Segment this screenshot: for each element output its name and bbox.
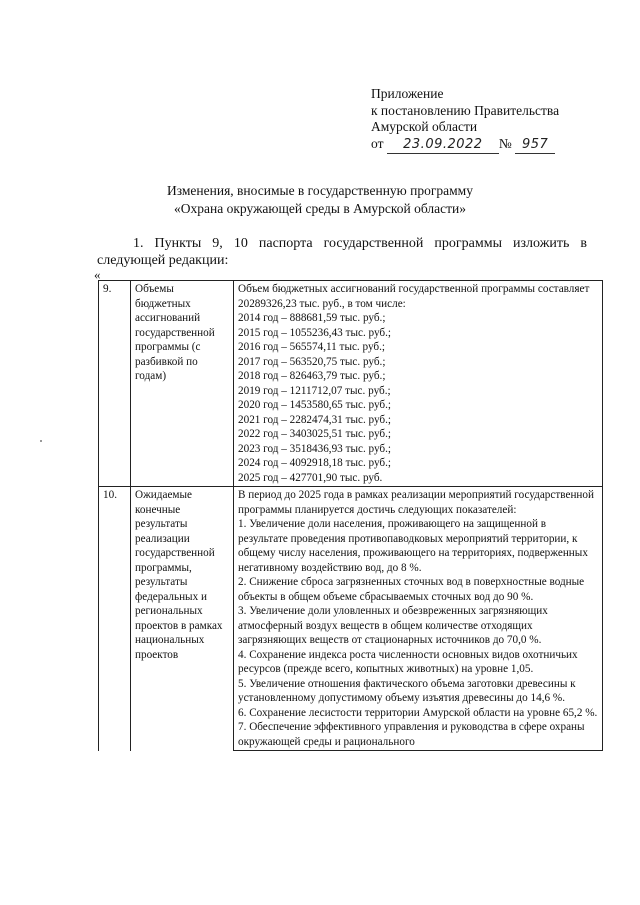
- row-9-content: [234, 281, 603, 487]
- opening-quote: «: [94, 267, 101, 282]
- title-line-1: Изменения, вносимые в государственную программу: [167, 183, 473, 198]
- budget-year: 2023 год – 3518436,93 тыс. руб.;: [238, 442, 392, 455]
- budget-year: 2019 год – 1211712,07 тыс. руб.;: [238, 384, 391, 397]
- budget-year: 2022 год – 3403025,51 тыс. руб.;: [238, 428, 392, 440]
- result-item: 6. Сохранение лесистости территории Амурской области на уровне 65,2 %.: [238, 706, 598, 719]
- row-10-number: 10.: [99, 487, 131, 751]
- budget-intro: Объем бюджетных ассигнований государственной программы составляет 20289326,23 тыс. руб., в том числе:: [238, 283, 590, 310]
- result-item: 1. Увеличение доли населения, проживающего на защищенной в результате проведения противопаводковых мероприятий территории, к общему числу населения, проживающего на территориях, подверженных негативному воздействию вод, до 8 %.: [238, 518, 588, 574]
- result-item: 5. Увеличение отношения фактического объема заготовки древесины к установленному допустимому объему изъятия древесины до 14,6 %.: [238, 677, 576, 704]
- date-prefix: от: [371, 135, 384, 151]
- result-item: 2. Снижение сброса загрязненных сточных вод в поверхностные водные объекты в общем объеме сбрасываемых сточных вод до 90 %.: [238, 576, 585, 603]
- table-row-9: [99, 281, 603, 487]
- appendix-resolution: к постановлению Правительства: [371, 102, 560, 118]
- number-prefix: №: [498, 135, 512, 151]
- row-10-content: [234, 487, 603, 751]
- budget-year: 2018 год – 826463,79 тыс. руб.;: [238, 370, 386, 382]
- appendix-date-line: [371, 136, 559, 155]
- document-title: [0, 182, 640, 218]
- row-9-number: 9.: [99, 281, 131, 487]
- handwritten-number: 957: [515, 137, 555, 155]
- budget-year: 2015 год – 1055236,43 тыс. руб.;: [238, 326, 392, 339]
- budget-year: 2020 год – 1453580,65 тыс. руб.;: [238, 399, 392, 411]
- budget-year: 2016 год – 565574,11 тыс. руб.;: [238, 341, 386, 353]
- result-item: 4. Сохранение индекса роста численности основных видов охотничьих ресурсов (прежде всего, копытных животных) на уровне 1,05.: [238, 648, 578, 675]
- row-10-name: Ожидаемые конечные результаты реализации государственной программы, результаты федеральных и региональных проектов в рамках национальных проектов: [131, 487, 234, 751]
- appendix-region: Амурской области: [371, 119, 478, 134]
- budget-year: 2014 год – 888681,59 тыс. руб.;: [238, 312, 386, 324]
- budget-year: 2025 год – 427701,90 тыс. руб.: [238, 471, 383, 484]
- budget-year: 2024 год – 4092918,18 тыс. руб.;: [238, 457, 392, 469]
- budget-year: 2021 год – 2282474,31 тыс. руб.;: [238, 413, 392, 426]
- handwritten-date: 23.09.2022: [387, 137, 499, 155]
- appendix-block: [371, 86, 559, 154]
- scan-speck: [40, 440, 42, 442]
- budget-year: 2017 год – 563520,75 тыс. руб.;: [238, 355, 386, 368]
- appendix-label: Приложение: [371, 86, 444, 101]
- result-item: 7. Обеспечение эффективного управления и руководства в сфере охраны окружающей среды и рационального: [238, 721, 585, 748]
- passport-table: [98, 280, 603, 751]
- title-line-2: «Охрана окружающей среды в Амурской области»: [174, 201, 466, 216]
- intro-paragraph: 1. Пункты 9, 10 паспорта государственной программы изложить в следующей редакции:: [97, 236, 587, 268]
- row-9-name: Объемы бюджетных ассигнований государственной программы (с разбивкой по годам): [131, 281, 234, 487]
- table-row-10: [99, 487, 603, 751]
- result-item: 3. Увеличение доли уловленных и обезвреженных загрязняющих атмосферный воздух веществ в общем количестве отходящих загрязняющих веществ от стационарных источников до 70,0 %.: [238, 605, 548, 646]
- results-intro: В период до 2025 года в рамках реализации мероприятий государственной программы планируется достичь следующих показателей:: [238, 489, 594, 516]
